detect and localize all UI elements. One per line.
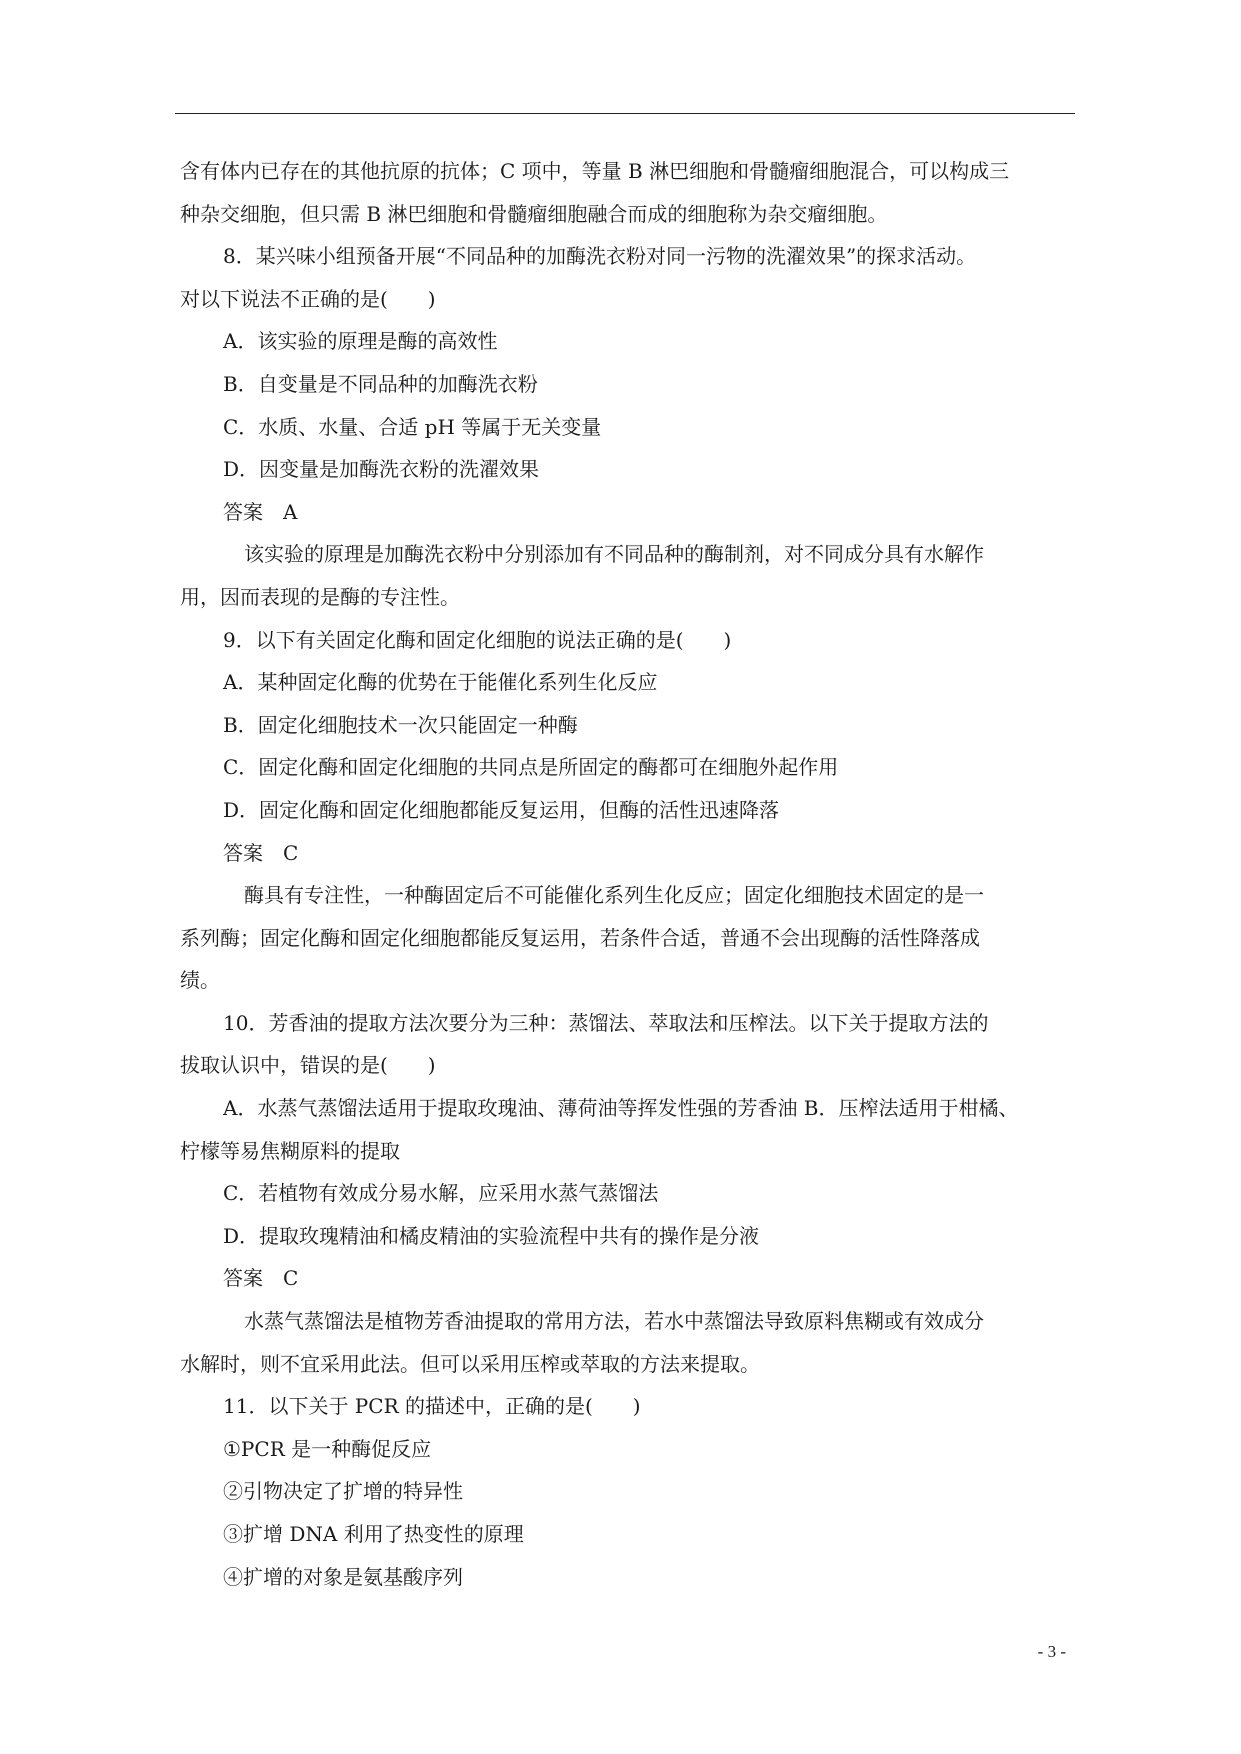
text-line: 种杂交细胞，但只需 B 淋巴细胞和骨髓瘤细胞融合而成的细胞称为杂交瘤细胞。 (180, 201, 888, 226)
question-9: 9．以下有关固定化酶和固定化细胞的说法正确的是( ) (223, 627, 732, 652)
option-c: C．水质、水量、合适 pH 等属于无关变量 (223, 414, 602, 439)
option-b: B．固定化细胞技术一次只能固定一种酶 (223, 712, 578, 737)
option-d: D．固定化酶和固定化细胞都能反复运用，但酶的活性迅速降落 (223, 797, 780, 822)
question-10: 10．芳香油的提取方法次要分为三种：蒸馏法、萃取法和压榨法。以下关于提取方法的 (223, 1010, 989, 1035)
text-line: 拔取认识中，错误的是( ) (180, 1053, 436, 1078)
explanation: 水蒸气蒸馏法是植物芳香油提取的常用方法，若水中蒸馏法导致原料焦糊或有效成分 (244, 1309, 984, 1334)
text-line: 绩。 (180, 968, 220, 993)
text-line: 柠檬等易焦糊原料的提取 (180, 1138, 400, 1163)
text-line: 对以下说法不正确的是( ) (180, 286, 436, 311)
question-8: 8．某兴味小组预备开展“不同品种的加酶洗衣粉对同一污物的洗濯效果”的探求活动。 (223, 244, 977, 269)
explanation: 该实验的原理是加酶洗衣粉中分别添加有不同品种的酶制剂，对不同成分具有水解作 (244, 542, 984, 567)
statement-2: ②引物决定了扩增的特异性 (223, 1479, 463, 1504)
text-line: 用，因而表现的是酶的专注性。 (180, 584, 460, 609)
text-line: 系列酶；固定化酶和固定化细胞都能反复运用，若条件合适，普通不会出现酶的活性降落成 (180, 925, 980, 950)
statement-3: ③扩增 DNA 利用了热变性的原理 (223, 1522, 524, 1546)
question-11: 11．以下关于 PCR 的描述中，正确的是( ) (223, 1394, 641, 1419)
header-rule (175, 113, 1075, 114)
statement-1: ①PCR 是一种酶促反应 (223, 1436, 432, 1461)
option-c: C．固定化酶和固定化细胞的共同点是所固定的酶都可在细胞外起作用 (223, 755, 839, 780)
option-b: B．自变量是不同品种的加酶洗衣粉 (223, 371, 538, 396)
answer: 答案 C (223, 840, 299, 865)
text-line: 含有体内已存在的其他抗原的抗体；C 项中，等量 B 淋巴细胞和骨髓瘤细胞混合，可以构成三 (180, 159, 1010, 183)
statement-4: ④扩增的对象是氨基酸序列 (223, 1564, 463, 1589)
option-a-b: A．水蒸气蒸馏法适用于提取玫瑰油、薄荷油等挥发性强的芳香油 B．压榨法适用于柑橘、 (223, 1096, 1019, 1121)
page-body (180, 150, 1075, 1598)
option-c: C．若植物有效成分易水解，应采用水蒸气蒸馏法 (223, 1181, 659, 1206)
answer: 答案 C (223, 1266, 299, 1291)
text-line: 水解时，则不宜采用此法。但可以采用压榨或萃取的方法来提取。 (180, 1351, 760, 1376)
option-d: D．因变量是加酶洗衣粉的洗濯效果 (223, 457, 540, 482)
page-number: - 3 - (1037, 1642, 1066, 1661)
answer: 答案 A (223, 499, 298, 524)
option-a: A．某种固定化酶的优势在于能催化系列生化反应 (223, 670, 658, 695)
explanation: 酶具有专注性，一种酶固定后不可能催化系列生化反应；固定化细胞技术固定的是一 (244, 883, 984, 908)
option-d: D．提取玫瑰精油和橘皮精油的实验流程中共有的操作是分液 (223, 1223, 760, 1248)
option-a: A．该实验的原理是酶的高效性 (223, 329, 498, 354)
